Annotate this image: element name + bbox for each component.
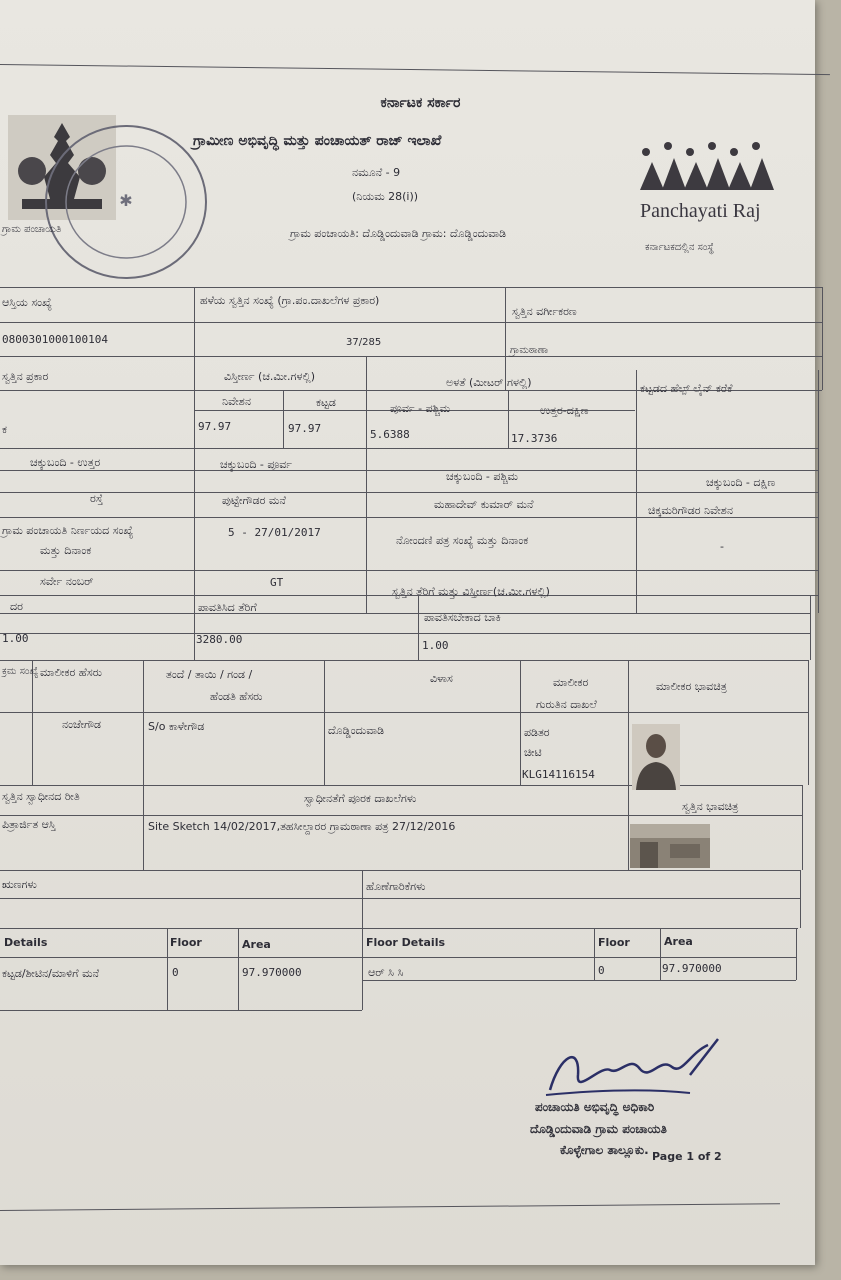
- old-number-value: 37/285: [346, 337, 382, 348]
- boundary-north-label: ಚಕ್ಕುಬಂದಿ - ಉತ್ತರ: [30, 456, 101, 469]
- floor-right-header-area: Area: [664, 935, 693, 948]
- floor-right-header-details: Floor Details: [366, 936, 446, 949]
- resolution-value: 5 - 27/01/2017: [228, 526, 321, 539]
- liabilities-right-label: ಹೊಣೆಗಾರಿಕೆಗಳು: [366, 880, 426, 893]
- logo-caption: ಕರ್ನಾಟಕದಲ್ಲಿನ ಸಂಸ್ಥೆ: [645, 242, 715, 253]
- boundary-east-value: ಪುಟ್ಟೇಗೌಡರ ಮನೆ: [222, 494, 286, 507]
- area-building-value: 97.97: [288, 422, 322, 435]
- owner-col-id-2: ಗುರುತಿನ ದಾಖಲೆ: [536, 698, 597, 711]
- owner-col-number: ಕ್ರಮ ಸಂಖ್ಯೆ: [2, 666, 39, 677]
- page-number: Page 1 of 2: [652, 1150, 722, 1163]
- boundary-south-label: ಚಕ್ಕುಬಂದಿ - ದಕ್ಷಿಣ: [706, 476, 776, 489]
- acquisition-docs-value: Site Sketch 14/02/2017,ತಹಸೀಲ್ದಾರರ ಗ್ರಾಮಠಾಣಾ ಪತ್ರ 27/12/2016: [148, 820, 456, 833]
- carpet-label: ಸ್ವತ್ತಿನ ತೆರಿಗೆ ಮತ್ತು ವಿಸ್ತೀರ್ಣ(ಚ.ಮೀ.ಗಳಲ್ಲಿ): [392, 585, 550, 598]
- panchayati-raj-logo-icon: [638, 140, 778, 196]
- floor-right-floor: 0: [598, 964, 605, 977]
- owner-id-type-1: ಪಡಿತರ: [524, 726, 550, 739]
- left-caption: ಗ್ರಾಮ ಪಂಚಾಯತಿ: [2, 224, 62, 235]
- boundary-west-label: ಚಕ್ಕುಬಂದಿ - ಪಶ್ಚಿಮ: [446, 470, 519, 483]
- area-site-label: ನಿವೇಶನ: [222, 395, 251, 408]
- owner-col-address: ವಿಳಾಸ: [430, 672, 453, 685]
- header-location: ಗ್ರಾಮ ಪಂಚಾಯತಿ: ದೊಡ್ಡಿಂದುವಾಡಿ ಗ್ರಾಮ: ದೊಡ್ಡಿಂದುವಾಡಿ: [290, 227, 507, 240]
- floor-left-floor: 0: [172, 966, 179, 979]
- old-number-label: ಹಳೆಯ ಸ್ವತ್ತಿನ ಸಂಖ್ಯೆ (ಗ್ರಾ.ಪಂ.ದಾಖಲೆಗಳ ಪ್ರಕಾರ): [200, 294, 380, 307]
- floor-left-header-area: Area: [242, 938, 271, 951]
- svg-text:✱: ✱: [119, 191, 133, 210]
- panchayat-seal-icon: [26, 122, 210, 282]
- measurement-label: ಅಳತೆ (ಮೀಟರ್ ಗಳಲ್ಲಿ): [446, 376, 532, 389]
- owner-id-number: KLG14116154: [522, 768, 595, 781]
- owner-col-id-1: ಮಾಲೀಕರ: [553, 676, 589, 689]
- header-form-number: ನಮೂನೆ - 9: [352, 166, 401, 179]
- floor-left-details: ಕಟ್ಟಡ/ಶೀಟಿನ/ಮಾಳಿಗೆ ಮನೆ: [2, 967, 100, 980]
- boundary-south-value: ಚಿಕ್ಕಮರಿಗೌಡರ ನಿವೇಶನ: [648, 504, 733, 517]
- signature-designation: ಪಂಚಾಯತಿ ಅಭಿವೃದ್ಧಿ ಅಧಿಕಾರಿ: [535, 1100, 655, 1114]
- property-id-label: ಆಸ್ತಿಯ ಸಂಖ್ಯೆ: [2, 296, 52, 309]
- survey-label: ಸರ್ವೇ ನಂಬರ್: [40, 575, 94, 588]
- registration-label: ನೋಂದಣಿ ಪತ್ರ ಸಂಖ್ಯೆ ಮತ್ತು ದಿನಾಂಕ: [396, 534, 529, 547]
- floor-right-details: ಆರ್ ಸಿ ಸಿ: [368, 966, 404, 979]
- area-building-label: ಕಟ್ಟಡ: [316, 396, 336, 409]
- header-rule: (ನಿಯಮ 28(i)): [352, 190, 419, 203]
- tax-paid-label: ಪಾವತಿಸಿದ ತೆರಿಗೆ: [198, 601, 257, 614]
- floor-left-header-floor: Floor: [170, 936, 202, 949]
- owner-col-photo: ಮಾಲೀಕರ ಭಾವಚಿತ್ರ: [656, 680, 727, 693]
- owner-col-father-1: ತಂದೆ / ತಾಯಿ / ಗಂಡ /: [166, 668, 253, 681]
- boundary-north-value: ರಸ್ತೆ: [90, 492, 104, 505]
- owner-name: ನಂಜೇಗೌಡ: [62, 718, 102, 731]
- owner-father: S/o ಕಾಳೇಗೌಡ: [148, 720, 205, 733]
- owner-id-type-2: ಚೀಟಿ: [524, 746, 542, 759]
- logo-text: Panchayati Raj: [640, 200, 761, 222]
- east-west-value: 5.6388: [370, 428, 410, 441]
- tax-due-label: ಪಾವತಿಸಬೇಕಾದ ಬಾಕಿ: [424, 611, 501, 624]
- acquisition-docs-label: ಸ್ವಾಧೀನತೆಗೆ ಪೂರಕ ದಾಖಲೆಗಳು: [304, 792, 417, 805]
- signature-taluk: ಕೊಳ್ಳೇಗಾಲ ತಾಲ್ಲೂಕು.: [560, 1143, 649, 1157]
- liabilities-left-label: ಋಣಗಳು: [2, 878, 37, 891]
- category-value: ಗ್ರಾಮಠಾಣಾ: [510, 345, 549, 356]
- signature-panchayat: ದೊಡ್ಡಿಂದುವಾಡಿ ಗ್ರಾಮ ಪಂಚಾಯತಿ: [530, 1122, 667, 1136]
- category-label: ಸ್ವತ್ತಿನ ವರ್ಗೀಕರಣ: [512, 305, 577, 318]
- tax-rate-label: ದರ: [10, 600, 23, 613]
- owner-col-father-2: ಹೆಂಡತಿ ಹೆಸರು: [210, 690, 263, 703]
- property-id-value: 080030100010010​4: [2, 333, 108, 346]
- property-type-label: ಸ್ವತ್ತಿನ ಪ್ರಕಾರ: [2, 370, 49, 383]
- east-west-label: ಪೂರ್ವ - ಪಶ್ಚಿಮ: [390, 402, 451, 415]
- owner-photo-icon: [632, 724, 680, 790]
- registration-value: -: [720, 540, 724, 553]
- header-department: ಗ್ರಾಮೀಣ ಅಭಿವೃದ್ಧಿ ಮತ್ತು ಪಂಚಾಯತ್ ರಾಜ್ ಇಲಾಖೆ: [193, 133, 442, 149]
- area-label: ವಿಸ್ತೀರ್ಣ (ಚ.ಮೀ.ಗಳಲ್ಲಿ): [224, 370, 316, 383]
- north-south-value: 17.3736: [511, 432, 558, 445]
- tax-rate-value: 1.00: [2, 632, 29, 645]
- resolution-label-2: ಮತ್ತು ದಿನಾಂಕ: [40, 544, 92, 557]
- property-photo-icon: [630, 824, 710, 868]
- north-south-label: ಉತ್ತರ-ದಕ್ಷಿಣ: [540, 404, 589, 417]
- bottom-rule: [0, 1203, 780, 1211]
- top-rule: [0, 64, 830, 75]
- boundary-west-value: ಮಹಾದೇವ್ ಕುಮಾರ್ ಮನೆ: [434, 498, 534, 511]
- acquisition-method-label: ಸ್ವತ್ತಿನ ಸ್ವಾಧೀನದ ರೀತಿ: [2, 790, 80, 803]
- remarks-label: ಕಟ್ಟಡದ ಹೆಲ್ಪ್ ಲೈನ್ ಕರೆಕೆ: [640, 382, 733, 395]
- resolution-label-1: ಗ್ರಾಮ ಪಂಚಾಯತಿ ನಿರ್ಣಯದ ಸಂಖ್ಯೆ: [2, 524, 134, 537]
- owner-col-name: ಮಾಲೀಕರ ಹೆಸರು: [40, 666, 103, 679]
- acquisition-method-value: ಪಿತ್ರಾರ್ಜಿತ ಆಸ್ತಿ: [2, 818, 56, 831]
- property-type-value: ಕ: [2, 423, 7, 436]
- floor-left-area: 97.970000: [242, 966, 302, 979]
- property-photo-label: ಸ್ವತ್ತಿನ ಭಾವಚಿತ್ರ: [682, 800, 739, 813]
- floor-left-header-details: Details: [4, 936, 48, 949]
- floor-right-area: 97.970000: [662, 962, 722, 975]
- area-site-value: 97.97: [198, 420, 232, 433]
- header-government: ಕರ್ನಾಟಕ ಸರ್ಕಾರ: [380, 95, 461, 111]
- tax-due-value: 1.00: [422, 639, 449, 652]
- owner-address: ದೊಡ್ಡಿಂದುವಾಡಿ: [328, 724, 385, 737]
- floor-right-header-floor: Floor: [598, 936, 630, 949]
- survey-value: GT: [270, 576, 284, 589]
- officer-signature-icon: [540, 1035, 730, 1105]
- boundary-east-label: ಚಕ್ಕುಬಂದಿ - ಪೂರ್ವ: [220, 458, 293, 471]
- tax-paid-value: 3280.00: [196, 633, 243, 646]
